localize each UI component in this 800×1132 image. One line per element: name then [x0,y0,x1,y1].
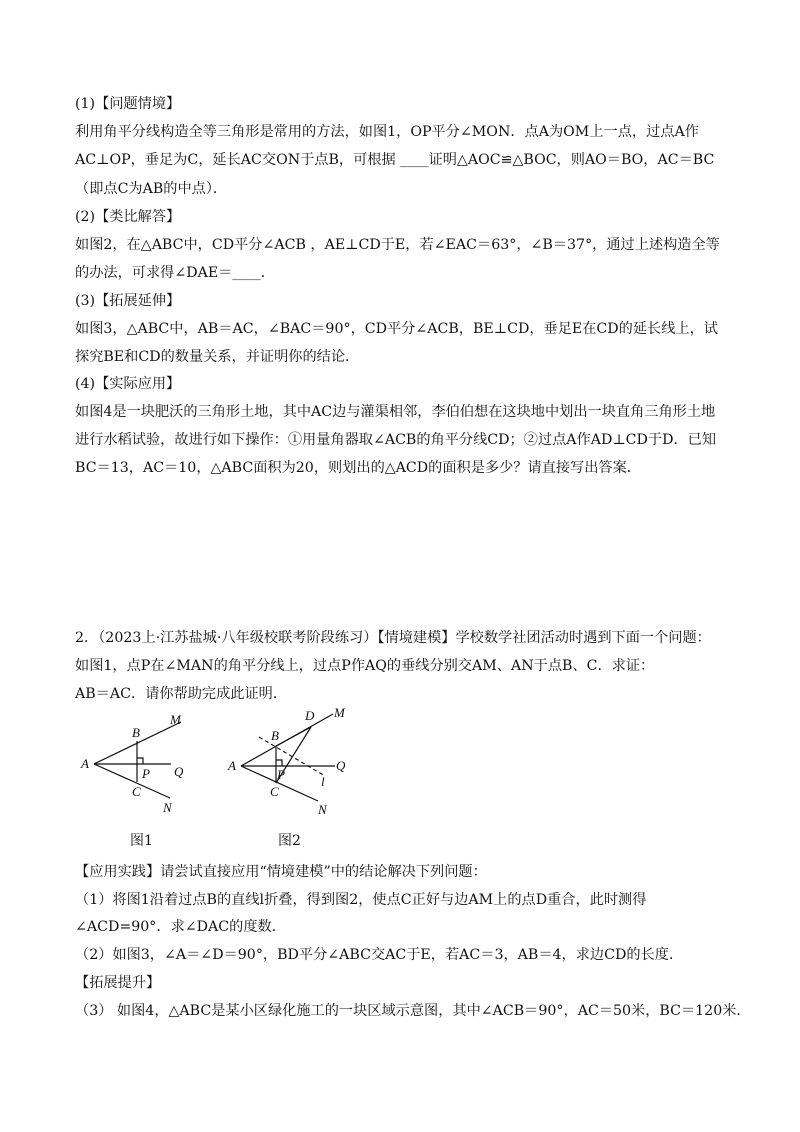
s2-text-line: ∠ACD=90°．求∠DAC的度数． [75,919,286,935]
s2-text-line: （1）将图1沿着过点B的直线l折叠，得到图2，使点C正好与边AM上的点D重合，此时测得 [75,892,647,908]
label-p: P [142,766,150,781]
s2-text-line: （2）如图3，∠A＝∠D＝90°，BD平分∠ABC交AC于E，若AC＝3，AB＝4，求边CD的长度． [75,947,684,963]
s1-text-line: 探究BE和CD的数量关系，并证明你的结论． [75,349,360,365]
s1-text-line: BC＝13，AC＝10，△ABC面积为20，则划出的△ACD的面积是多少？请直接写出答案． [75,460,641,476]
s1-heading-4: (4)【实际应用】 [75,376,181,392]
label-n: N [318,802,327,817]
label-a: A [228,758,236,773]
label-b: B [132,725,140,740]
s2-heading-practice: 【应用实践】请尝试直接应用“情境建模”中的结论解决下列问题： [75,864,487,880]
figure-1-caption: 图1 [130,833,153,849]
s2-title-line: 2．（2023上·江苏盐城·八年级校联考阶段练习）【情境建模】学校数学社团活动时遇到下面一个问题： [75,630,711,646]
label-c: C [270,784,279,799]
s1-text-line: 如图3，△ABC中，AB＝AC，∠BAC＝90°，CD平分∠ACB，BE⊥CD，垂足E在CD的延长线上，试 [75,321,718,337]
s1-heading-1: (1)【问题情境】 [75,96,181,112]
s2-text-line: 如图1，点P在∠MAN的角平分线上，过点P作AQ的垂线分别交AM、AN于点B、C．求证： [75,658,655,674]
figure-1 [78,712,208,822]
s1-heading-2: (2)【类比解答】 [75,209,181,225]
s2-text-line: AB＝AC．请你帮助完成此证明． [75,686,288,702]
s1-text-line: AC⊥OP，垂足为C，延长AC交ON于点B，可根据 ____证明△AOC≌△BOC，则AO＝BO，AC＝BC [75,152,715,168]
label-q: Q [174,764,184,779]
s1-text-line: 的办法，可求得∠DAE＝____． [75,265,275,281]
label-n: N [163,800,172,815]
label-q: Q [336,758,346,773]
label-d: D [305,708,315,723]
figure-2-caption: 图2 [278,833,301,849]
label-m: M [170,712,181,727]
s1-text-line: 如图2，在△ABC中，CD平分∠ACB ，AE⊥CD于E，若∠EAC＝63°，∠B＝37°，通过上述构造全等 [75,237,720,253]
label-a: A [81,756,89,771]
s1-heading-3: (3)【拓展延伸】 [75,293,181,309]
label-p: P [277,767,285,782]
s1-text-line: 利用角平分线构造全等三角形是常用的方法，如图1，OP平分∠MON．点A为OM上一点，过点A作 [75,124,699,140]
label-b: B [271,728,279,743]
right-angle-mark [137,758,143,764]
s2-text-line: （3） 如图4，△ABC是某小区绿化施工的一块区域示意图，其中∠ACB＝90°，AC＝50米，BC＝120米． [75,1003,751,1019]
s1-text-line: 进行水稻试验，故进行如下操作：①用量角器取∠ACB的角平分线CD；②过点A作AD⊥CD于D．已知 [75,432,717,448]
s1-text-line: （即点C为AB的中点）． [75,181,228,197]
s1-text-line: 如图4是一块肥沃的三角形土地，其中AC边与灌渠相邻，李伯伯想在这块地中划出一块直角三角形土地 [75,404,716,420]
fold-line-l [259,737,325,776]
right-angle-mark [276,760,282,766]
label-l: l [321,774,325,789]
label-m: M [334,705,345,720]
label-c: C [132,784,141,799]
s2-heading-extend: 【拓展提升】 [75,975,161,991]
figure-2 [225,700,365,825]
